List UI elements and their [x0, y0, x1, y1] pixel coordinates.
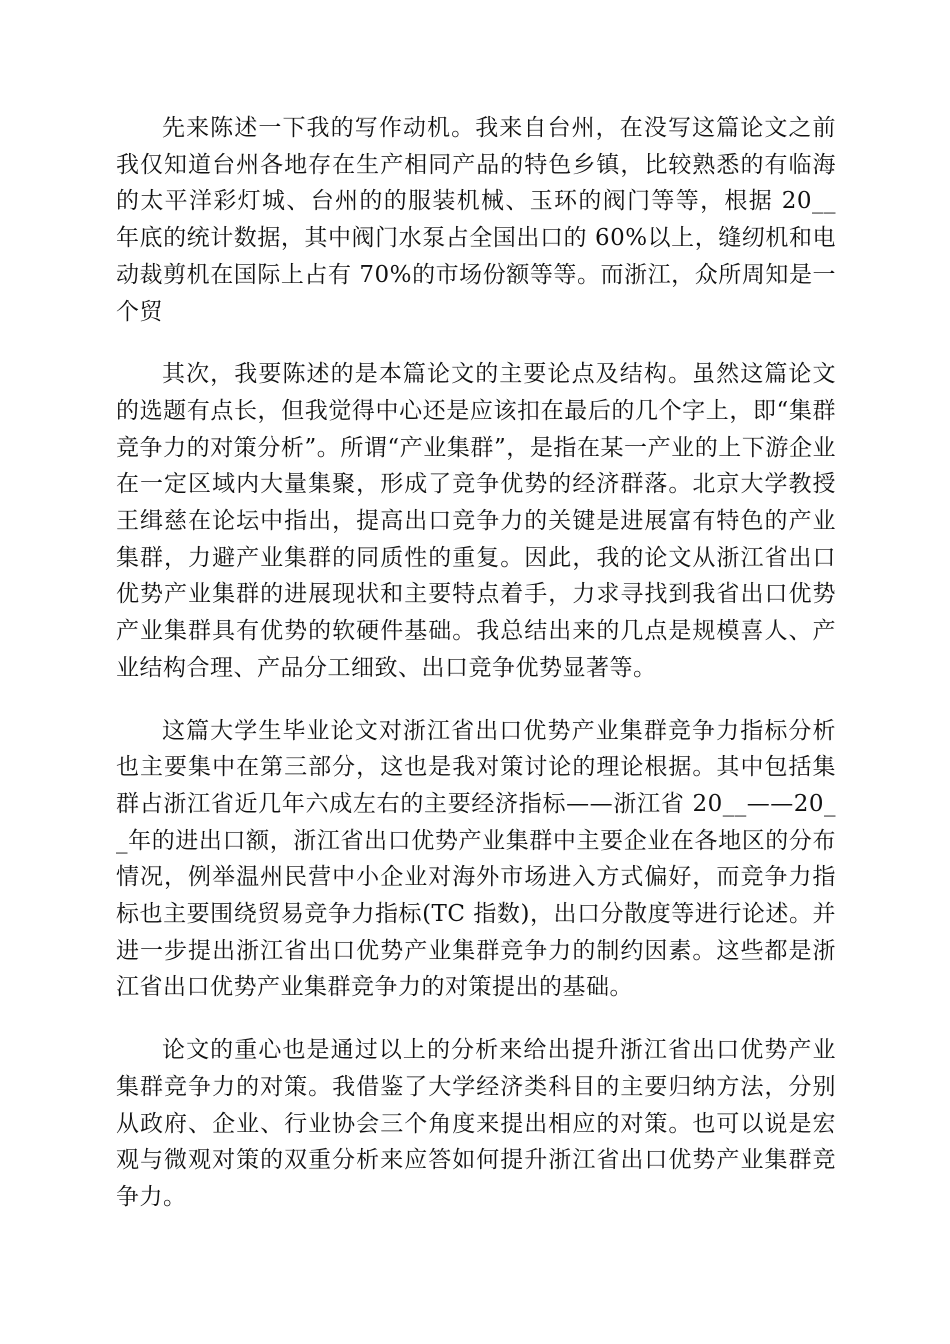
- paragraph-countermeasures: 论文的重心也是通过以上的分析来给出提升浙江省出口优势产业集群竞争力的对策。我借鉴了大学经济类科目的主要归纳方法，分别从政府、企业、行业协会三个角度来提出相应的对策。也可以说是宏观与微观对策的双重分析来应答如何提升浙江省出口优势产业集群竞争力。: [116, 1037, 836, 1210]
- paragraph-indicator-analysis: 这篇大学生毕业论文对浙江省出口优势产业集群竞争力指标分析也主要集中在第三部分，这也是我对策讨论的理论根据。其中包括集群占浙江省近几年六成左右的主要经济指标——浙江省 20__——20__年的进出口额，浙江省出口优势产业集群中主要企业在各地区的分布情况，例举温州民营中小企业对海外市场进入方式偏好，而竞争力指标也主要围绕贸易竞争力指标(TC 指数)，出口分散度等进行论述。并进一步提出浙江省出口优势产业集群竞争力的制约因素。这些都是浙江省出口优势产业集群竞争力的对策提出的基础。: [116, 717, 836, 1001]
- paragraph-main-arguments: 其次，我要陈述的是本篇论文的主要论点及结构。虽然这篇论文的选题有点长，但我觉得中心还是应该扣在最后的几个字上，即“集群竞争力的对策分析”。所谓“产业集群”，是指在某一产业的上下游企业在一定区域内大量集聚，形成了竞争优势的经济群落。北京大学教授王缉慈在论坛中指出，提高出口竞争力的关键是进展富有特色的产业集群，力避产业集群的同质性的重复。因此，我的论文从浙江省出口优势产业集群的进展现状和主要特点着手，力求寻找到我省出口优势产业集群具有优势的软硬件基础。我总结出来的几点是规模喜人、产业结构合理、产品分工细致、出口竞争优势显著等。: [116, 361, 836, 681]
- paragraph-motivation: 先来陈述一下我的写作动机。我来自台州，在没写这篇论文之前我仅知道台州各地存在生产相同产品的特色乡镇，比较熟悉的有临海的太平洋彩灯城、台州的的服装机械、玉环的阀门等等，根据 20__年底的统计数据，其中阀门水泵占全国出口的 60%以上，缝纫机和电动裁剪机在国际上占有 70%的市场份额等等。而浙江，众所周知是一个贸: [116, 115, 836, 325]
- document-body: [116, 110, 836, 1242]
